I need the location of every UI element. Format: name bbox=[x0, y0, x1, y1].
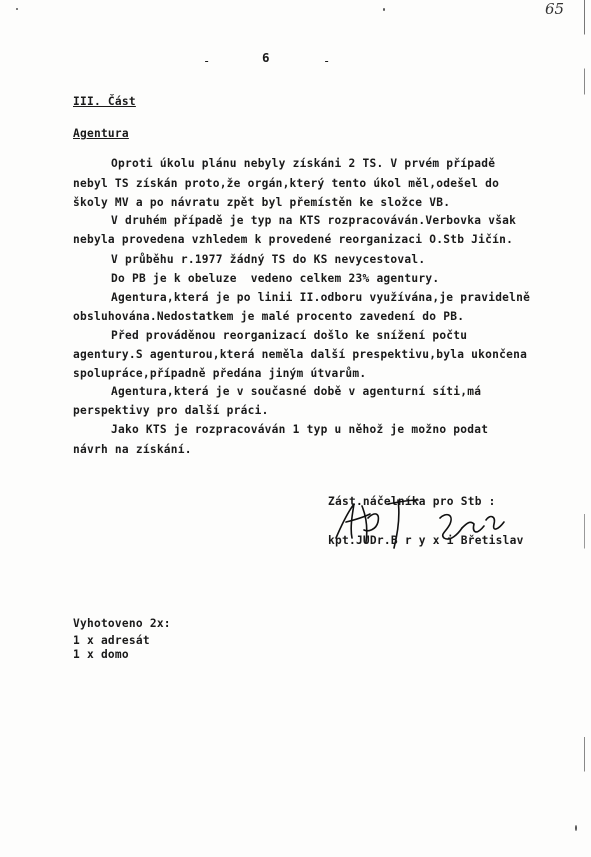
body-line: školy MV a po návratu zpět byl přemístěn ke složce VB. bbox=[73, 196, 451, 209]
body-line: nebyla provedena vzhledem k provedené reorganizaci O.Stb Jičín. bbox=[73, 233, 514, 246]
section-subtitle: Agentura bbox=[73, 127, 129, 140]
body-line: Agentura,která je v současné době v agenturní síti,má bbox=[111, 385, 482, 398]
body-line: Oproti úkolu plánu nebyly získáni 2 TS. V prvém případě bbox=[111, 157, 496, 170]
page-number: 6 bbox=[262, 50, 270, 65]
scan-speck bbox=[383, 8, 385, 11]
body-line: spolupráce,případně předána jiným útvarům. bbox=[73, 367, 367, 380]
header-dash-right: - bbox=[323, 54, 331, 68]
distribution-copy: 1 x domo bbox=[73, 648, 129, 661]
scan-speck bbox=[16, 8, 18, 10]
body-line: obsluhována.Nedostatkem je malé procento zavedení do PB. bbox=[73, 310, 465, 323]
body-line: agentury.S agenturou,která neměla další prespektivu,byla ukončena bbox=[73, 348, 528, 361]
folio-number: 65 bbox=[545, 0, 565, 18]
body-line: návrh na získání. bbox=[73, 443, 192, 456]
page-edge-shadow bbox=[584, 0, 585, 857]
body-line: V druhém případě je typ na KTS rozpracováván.Verbovka však bbox=[111, 214, 517, 227]
header-dash-left: - bbox=[203, 54, 211, 68]
body-line: Do PB je k obeluze vedeno celkem 23% agentury. bbox=[111, 272, 440, 285]
signature-name: kpt.JUDr.B r y x i Břetislav bbox=[328, 534, 524, 547]
body-line: perspektivy pro další práci. bbox=[73, 404, 269, 417]
body-line: Jako KTS je rozpracováván 1 typ u něhož je možno podat bbox=[111, 423, 489, 436]
body-line: Před prováděnou reorganizací došlo ke snížení počtu bbox=[111, 329, 468, 342]
body-line: nebyl TS získán proto,že orgán,který tento úkol měl,odešel do bbox=[73, 177, 500, 190]
body-line: V průběhu r.1977 žádný TS do KS nevycestoval. bbox=[111, 253, 426, 266]
body-line: Agentura,která je po linii II.odboru využívána,je pravidelně bbox=[111, 291, 531, 304]
section-title: III. Část bbox=[73, 95, 136, 108]
distribution-heading: Vyhotoveno 2x: bbox=[73, 617, 171, 630]
scan-speck bbox=[575, 825, 577, 831]
signature-role: Zást.náčelníka pro Stb : bbox=[328, 495, 496, 508]
distribution-copy: 1 x adresát bbox=[73, 634, 150, 647]
